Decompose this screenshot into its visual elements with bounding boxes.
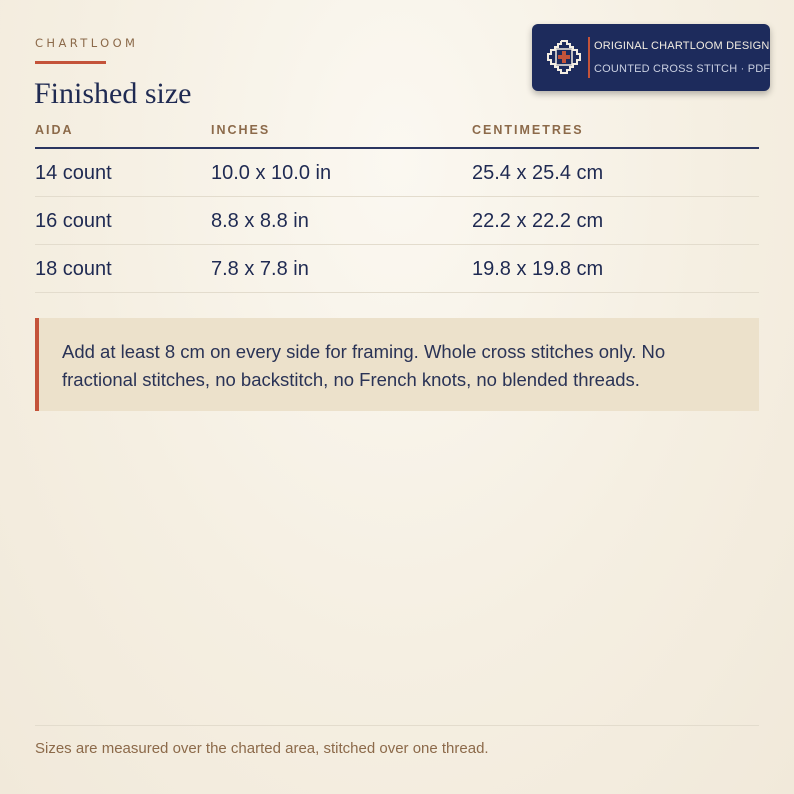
- design-badge: [532, 24, 770, 91]
- page-title: Finished size: [34, 77, 192, 110]
- size-inches: 8.8 x 8.8 in: [211, 210, 309, 232]
- table-row: [35, 245, 759, 293]
- size-centimetres: 22.2 x 22.2 cm: [472, 210, 604, 232]
- size-centimetres: 25.4 x 25.4 cm: [472, 162, 604, 184]
- header-aida: AIDA: [35, 123, 74, 137]
- size-centimetres: 19.8 x 19.8 cm: [472, 258, 604, 280]
- aida-count: 18 count: [35, 258, 112, 280]
- aida-count: 14 count: [35, 162, 112, 184]
- table-row: [35, 149, 759, 197]
- size-inches: 7.8 x 7.8 in: [211, 258, 309, 280]
- header-centimetres: CENTIMETRES: [472, 123, 584, 137]
- footer-divider: [35, 725, 759, 726]
- brand-name: CHARTLOOM: [35, 36, 139, 50]
- framing-note: Add at least 8 cm on every side for framing. Whole cross stitches only. No fractional stitches, no backstitch, no French knots, no blended threads.: [35, 318, 759, 411]
- header-inches: INCHES: [211, 123, 271, 137]
- brand-underline: [35, 61, 106, 64]
- footer-note: Sizes are measured over the charted area, stitched over one thread.: [35, 740, 489, 757]
- badge-divider: [588, 37, 590, 78]
- aida-count: 16 count: [35, 210, 112, 232]
- cross-stitch-diamond-icon: [545, 38, 583, 76]
- badge-title: ORIGINAL CHARTLOOM DESIGN: [594, 40, 770, 52]
- size-inches: 10.0 x 10.0 in: [211, 162, 332, 184]
- table-header: [35, 120, 759, 149]
- size-table: [35, 120, 759, 293]
- table-row: [35, 197, 759, 245]
- badge-subtitle: COUNTED CROSS STITCH · PDF: [594, 63, 771, 75]
